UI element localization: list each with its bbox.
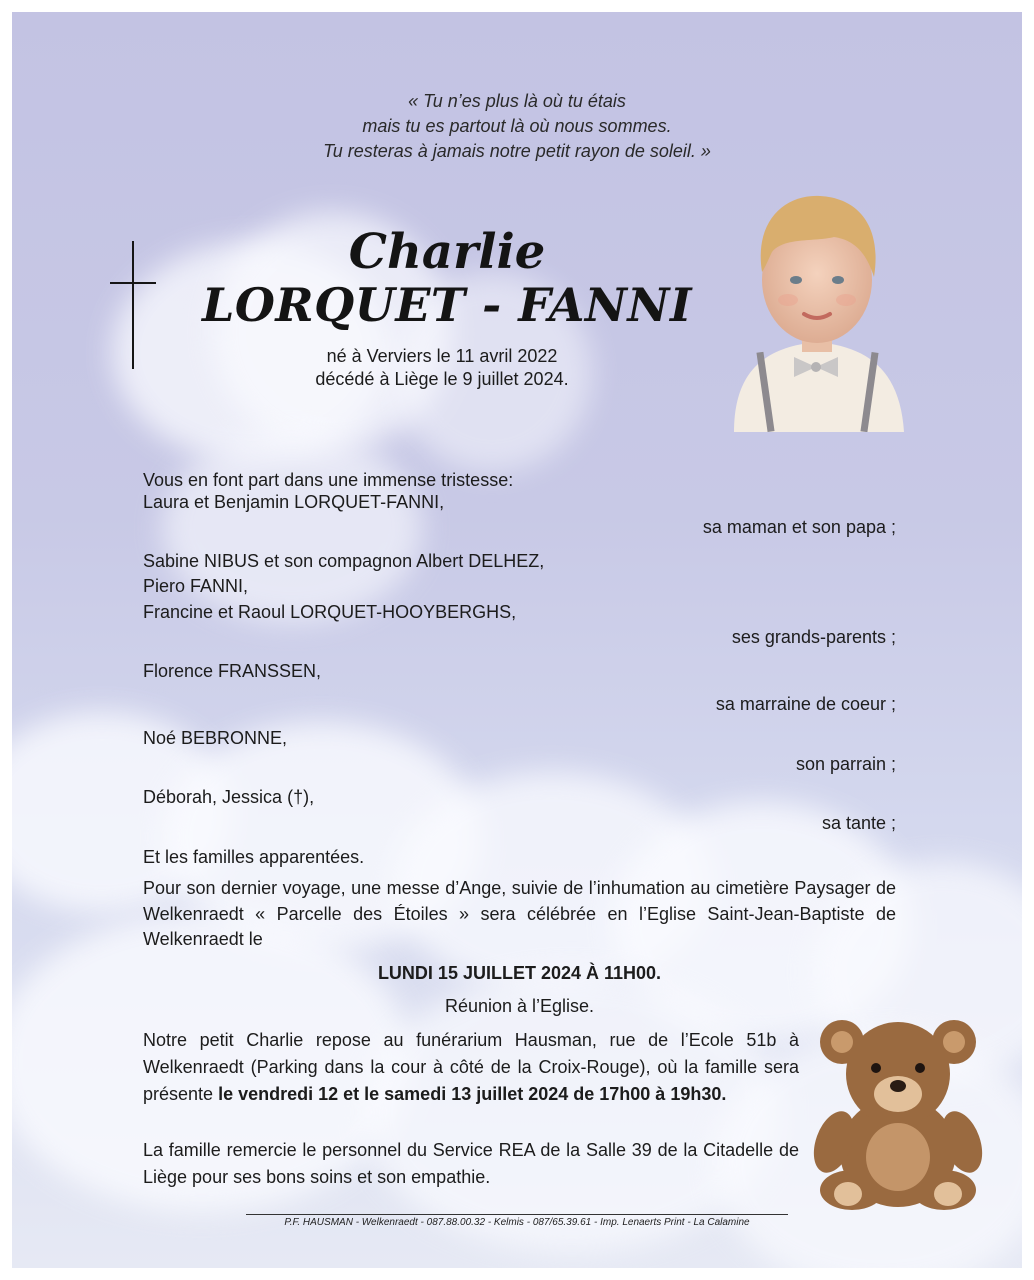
footer-divider <box>246 1214 788 1215</box>
thanks-text: La famille remercie le personnel du Service REA de la Salle 39 de la Citadelle de Liège pour ses bons soins et son empathie. <box>143 1140 799 1187</box>
visitation-text <box>143 1027 799 1108</box>
visitation-hours: le vendredi 12 et le samedi 13 juillet 2024 de 17h00 à 19h30. <box>218 1084 727 1104</box>
epitaph-line: mais tu es partout là où nous sommes. <box>362 116 672 136</box>
death-line: décédé à Liège le 9 juillet 2024. <box>315 369 569 389</box>
epitaph-line: Tu resteras à jamais notre petit rayon de soleil. » <box>323 141 711 161</box>
family-name: Déborah, Jessica (†), <box>143 787 315 807</box>
cross-icon <box>110 241 158 369</box>
footer-credits: P.F. HAUSMAN - Welkenraedt - 087.88.00.32 - Kelmis - 087/65.39.61 - Imp. Lenaerts Print - La Calamine <box>284 1217 750 1228</box>
family-name: Piero FANNI, <box>143 576 249 596</box>
family-name: Florence FRANSSEN, <box>143 661 322 681</box>
visitation-details: Notre petit Charlie repose au funérarium Hausman, rue de l’Ecole 51b à Welkenraedt (Parking dans la cour à côté de la Croix-Rouge), où la famille sera présente <box>143 1030 799 1104</box>
family-relation: sa maman et son papa ; <box>702 517 896 537</box>
obituary-card <box>12 12 1022 1268</box>
family-relation: sa tante ; <box>821 813 896 833</box>
epitaph-quote <box>12 89 1022 164</box>
family-relation: son parrain ; <box>795 754 896 774</box>
family-relation: ses grands-parents ; <box>731 627 896 647</box>
epitaph-line: « Tu n’es plus là où tu étais <box>408 91 626 111</box>
birth-line: né à Verviers le 11 avril 2022 <box>326 346 558 366</box>
ceremony-datetime: LUNDI 15 JUILLET 2024 À 11H00. <box>377 963 662 983</box>
related-families: Et les familles apparentées. <box>143 847 365 867</box>
ceremony-text: Pour son dernier voyage, une messe d’Ange, suivie de l’inhumation au cimetière Paysager de Welkenraedt « Parcelle des Étoiles » sera célébrée en l’Eglise Saint-Jean-Baptiste de Welkenraedt le <box>143 878 896 949</box>
announcement-intro: Vous en font part dans une immense tristesse: <box>143 470 514 490</box>
family-name: Laura et Benjamin LORQUET-FANNI, <box>143 492 445 512</box>
family-name: Sabine NIBUS et son compagnon Albert DELHEZ, <box>143 551 545 571</box>
child-portrait <box>724 182 910 432</box>
life-dates <box>232 345 652 391</box>
family-relation: sa marraine de coeur ; <box>715 694 896 714</box>
teddy-bear-illustration <box>812 1012 984 1212</box>
meeting-info: Réunion à l’Eglise. <box>444 996 595 1016</box>
family-name: Noé BEBRONNE, <box>143 728 288 748</box>
first-name: Charlie <box>348 224 546 280</box>
last-name: LORQUET - FANNI <box>201 278 692 332</box>
family-name: Francine et Raoul LORQUET-HOOYBERGHS, <box>143 602 517 622</box>
